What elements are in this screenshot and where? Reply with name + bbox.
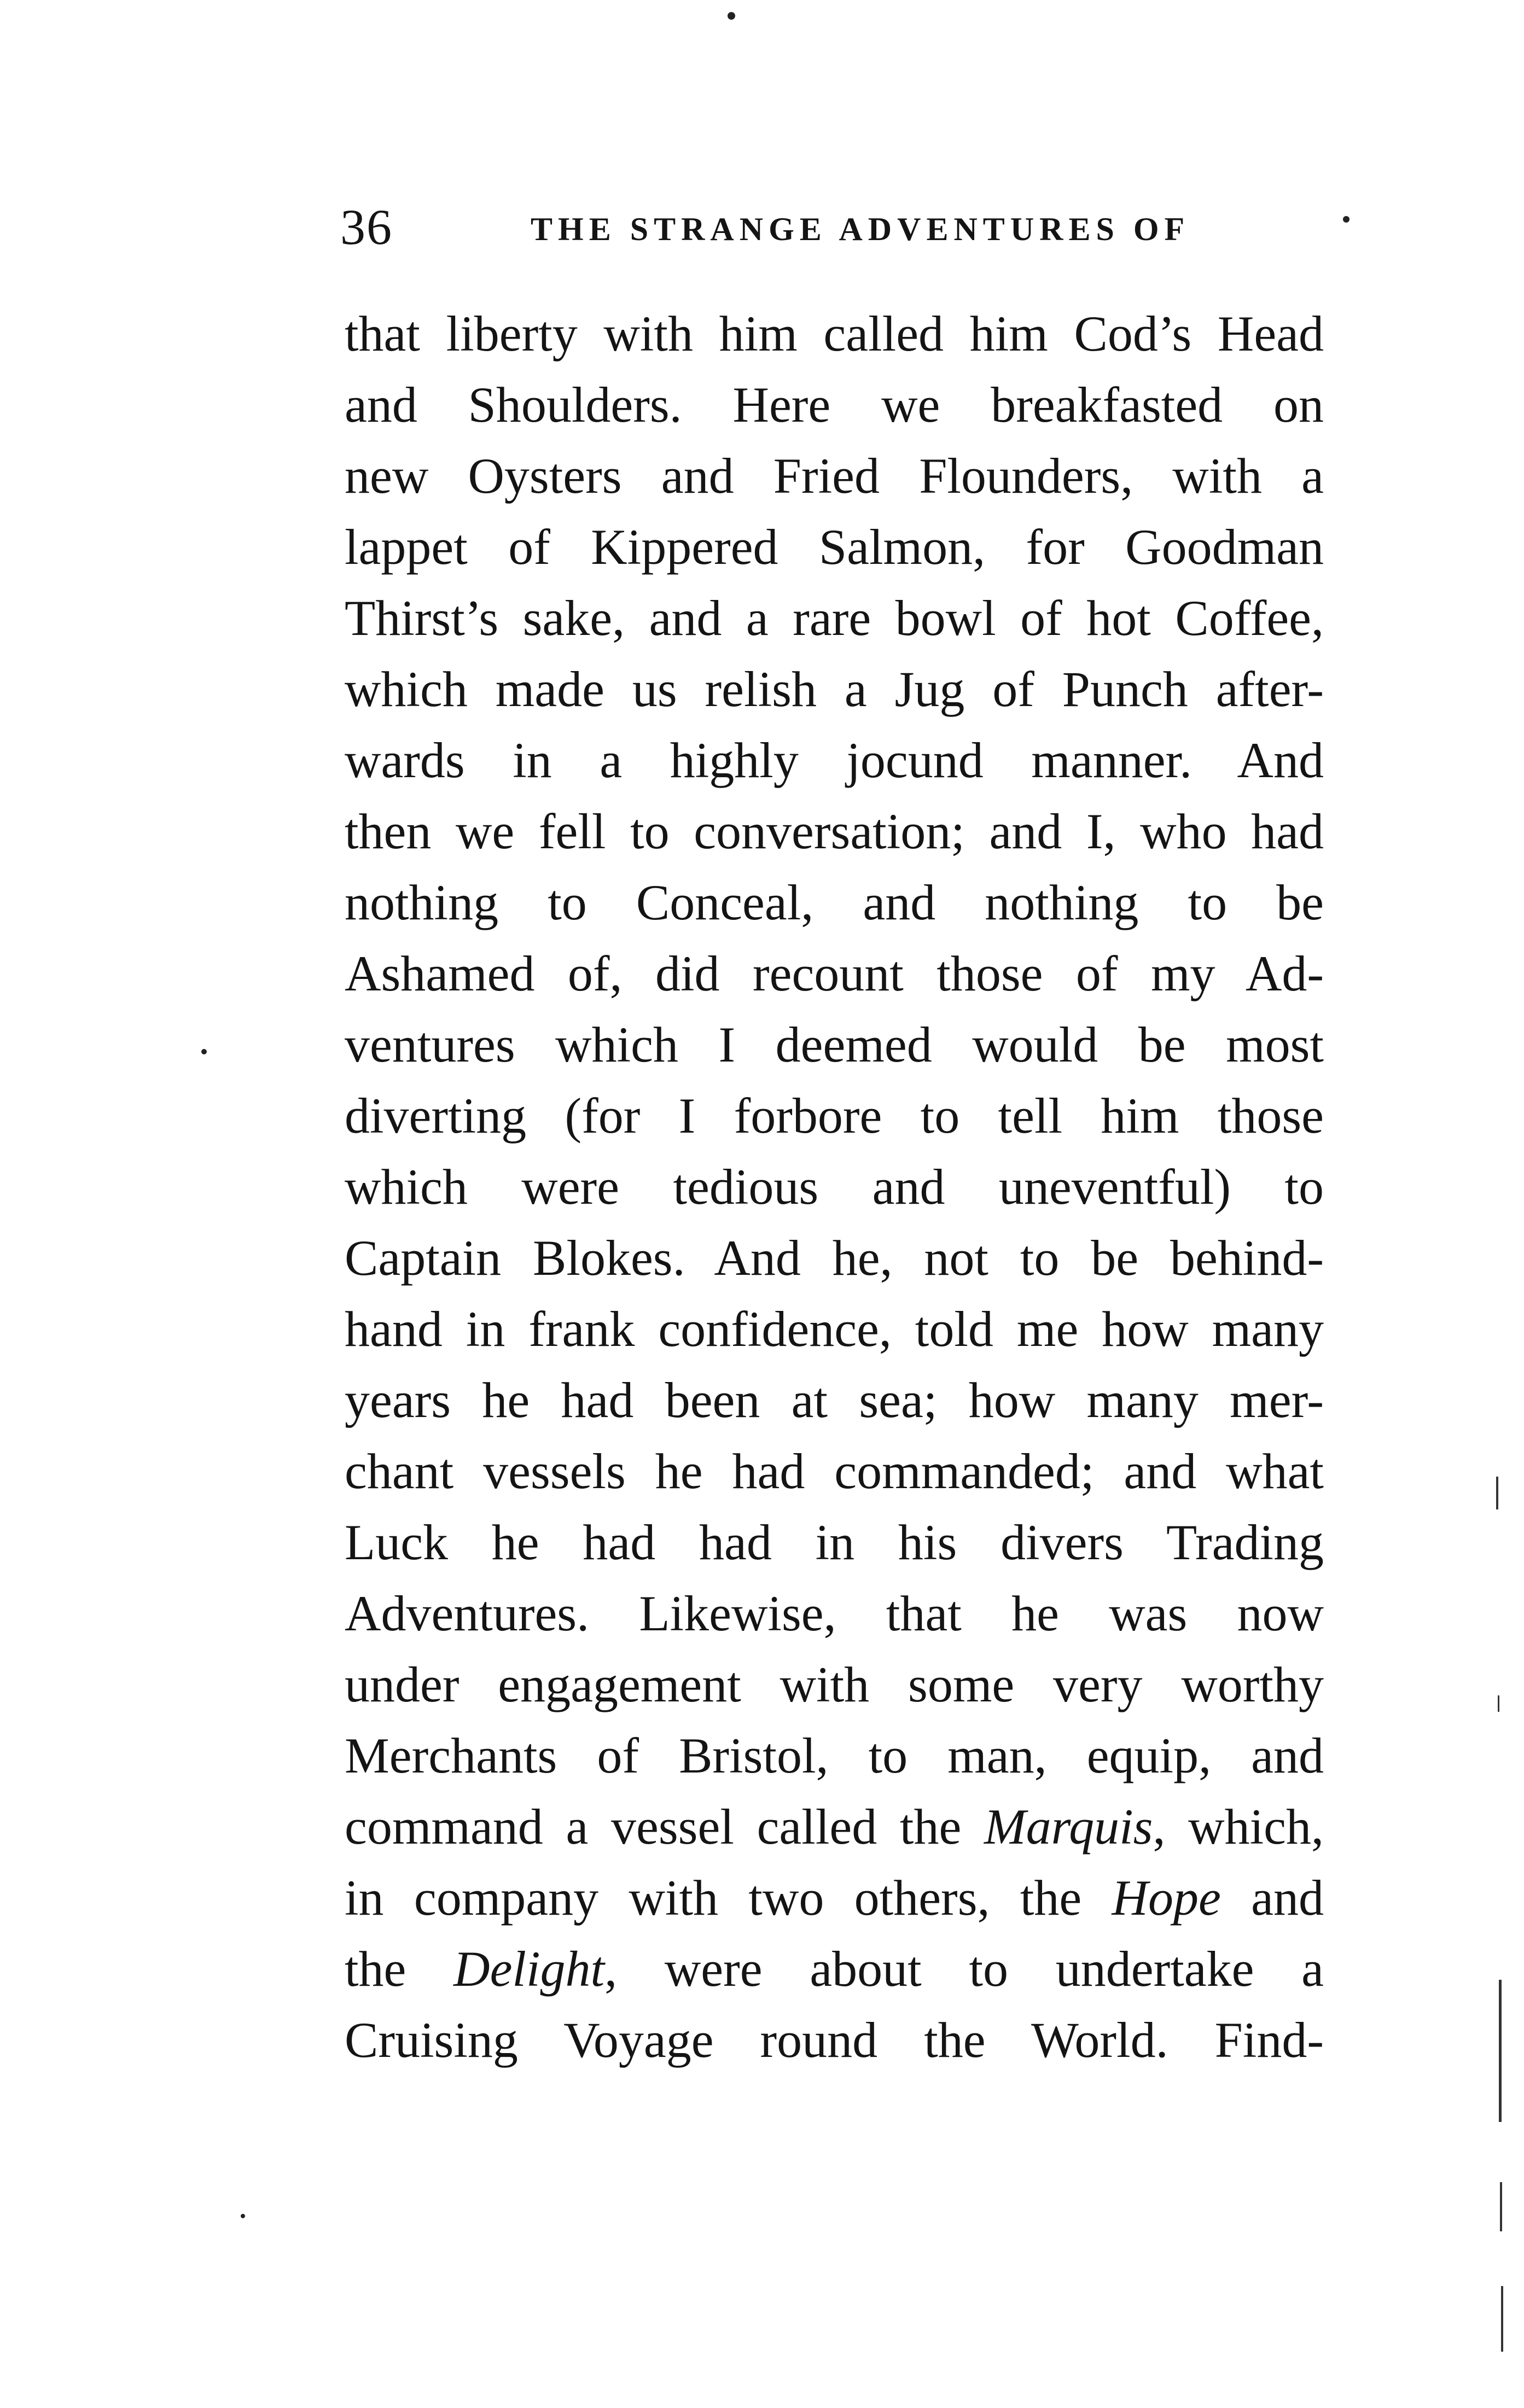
edge-mark (1496, 1477, 1498, 1509)
text-line: chant vessels he had commanded; and what (345, 1443, 1324, 1499)
margin-speck (201, 1049, 207, 1054)
text-line-ship-marquis (345, 1791, 1324, 1862)
text-segment: command a vessel called the (345, 1799, 985, 1855)
text-line-ship-hope (345, 1862, 1324, 1933)
text-segment: , were about to undertake a (604, 1941, 1324, 1997)
text-line: Adventures. Likewise, that he was now (345, 1585, 1324, 1641)
text-line: new Oysters and Fried Flounders, with a (345, 448, 1324, 504)
text-line: Captain Blokes. And he, not to be behind- (345, 1230, 1324, 1286)
text-line: which were tedious and uneventful) to (345, 1159, 1324, 1215)
text-line: years he had been at sea; how many mer- (345, 1372, 1324, 1428)
edge-mark (1501, 2286, 1503, 2352)
ship-name-marquis: Marquis (984, 1799, 1153, 1855)
ship-name-delight: Delight (453, 1941, 605, 1997)
text-segment: in company with two others, the (345, 1870, 1112, 1926)
edge-mark (1498, 1695, 1499, 1712)
text-line: and Shoulders. Here we breakfasted on (345, 377, 1324, 433)
text-segment: , which, (1153, 1799, 1324, 1855)
text-line: hand in frank confidence, told me how many (345, 1301, 1324, 1357)
text-line-ship-delight (345, 1933, 1324, 2004)
edge-mark (1500, 2182, 1502, 2231)
body-text (345, 298, 1324, 2075)
text-line: ventures which I deemed would be most (345, 1017, 1324, 1072)
text-line: wards in a highly jocund manner. And (345, 732, 1324, 788)
text-line: diverting (for I forbore to tell him those (345, 1088, 1324, 1144)
margin-speck (241, 2214, 245, 2218)
corner-speck (1343, 216, 1350, 223)
running-head: THE STRANGE ADVENTURES OF (531, 211, 1190, 247)
text-segment: the (345, 1941, 454, 1997)
text-line: which made us relish a Jug of Punch after- (345, 661, 1324, 717)
page-number: 36 (340, 199, 393, 255)
text-line: that liberty with him called him Cod’s Head (345, 306, 1324, 362)
page-header (340, 194, 1369, 260)
text-line: Ashamed of, did recount those of my Ad- (345, 946, 1324, 1001)
text-line: Thirst’s sake, and a rare bowl of hot Coffee, (345, 590, 1324, 646)
edge-mark (1499, 1980, 1502, 2122)
text-line: nothing to Conceal, and nothing to be (345, 874, 1324, 930)
text-line: Merchants of Bristol, to man, equip, and (345, 1728, 1324, 1783)
text-segment: and (1220, 1870, 1324, 1926)
text-line: Cruising Voyage round the World. Find- (345, 2012, 1324, 2068)
text-line: under engagement with some very worthy (345, 1657, 1324, 1712)
text-line: lappet of Kippered Salmon, for Goodman (345, 519, 1324, 575)
ship-name-hope: Hope (1112, 1870, 1221, 1926)
text-line: then we fell to conversation; and I, who had (345, 803, 1324, 859)
top-speck (728, 12, 735, 20)
text-line: Luck he had had in his divers Trading (345, 1514, 1324, 1570)
